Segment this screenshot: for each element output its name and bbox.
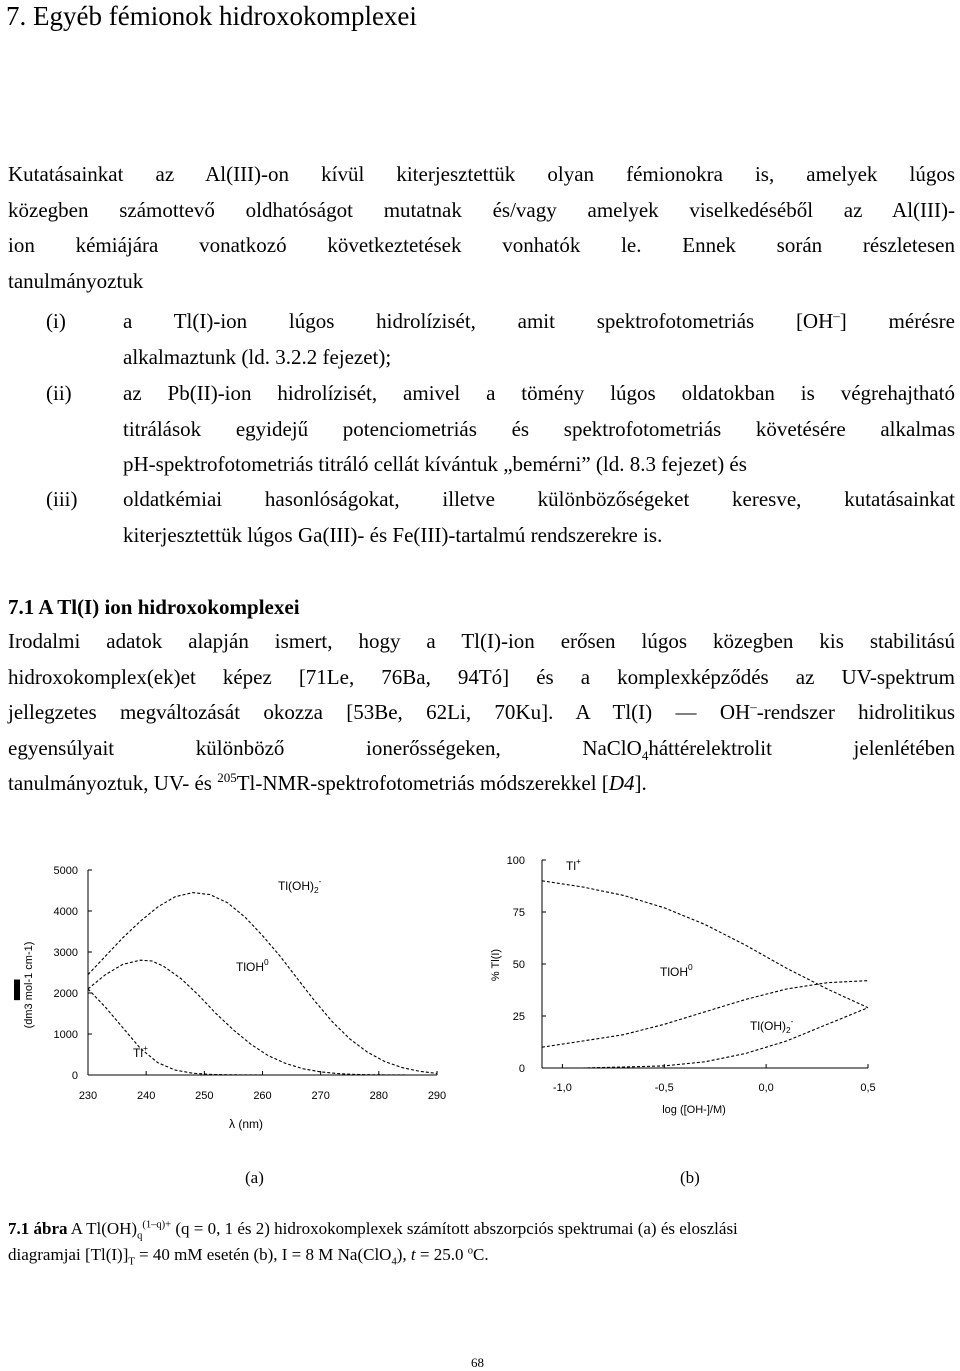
- chart-a-y-tick-label: 5000: [53, 865, 78, 877]
- chart-b-series-label: TlOH$^0$: [660, 962, 693, 979]
- chart-a-series-label: TlOH$^0$: [236, 957, 269, 974]
- item-number: (i): [46, 309, 66, 333]
- item-line: kiterjesztettük lúgos Ga(III)- és Fe(III)-tartalmú rendszerekre is.: [123, 522, 663, 547]
- section-heading: 7.1 A Tl(I) ion hidroxokomplexei: [8, 595, 300, 619]
- page-number: 68: [471, 1355, 484, 1370]
- section-line: jellegzetes megváltozását okozza [53Be, 62Li, 70Ku]. A Tl(I) — OH–-rendszer hidrolitikus: [8, 699, 956, 724]
- figure-caption: [8, 1216, 955, 1268]
- chart-a-y-tick-label: 4000: [53, 906, 78, 918]
- chart-a-series-label: $Tl(OH)_2^-$: [278, 876, 322, 895]
- caption-line: 7.1 ábra A $Tl(OH)_q^{(1-q)+}$ (q = 0, 1 és 2) hidroxokomplexek számított abszorpciós spektrumai (a) és eloszlási: [8, 1219, 738, 1242]
- chart-a-x-tick-label: 250: [195, 1090, 214, 1102]
- item-number: (iii): [46, 487, 78, 511]
- chart-b-x-tick-label: -0,5: [654, 1082, 674, 1094]
- caption-line: diagramjai $[Tl(I)]_T = 40$ mM esetén (b), I = 8 M Na(ClO$_4$), t = 25.0 $^o$C.: [8, 1245, 489, 1268]
- chart-a-y-tick-label: 3000: [53, 947, 78, 959]
- section-line: tanulmányoztuk, UV- és $^{205}$Tl-NMR-spektrofotometriás módszerekkel [D4].: [8, 770, 647, 795]
- item-text: [123, 304, 955, 375]
- chart-a-y-tick-label: 2000: [53, 988, 78, 1000]
- chart-b-series-line: [542, 981, 868, 1048]
- chart-b-x-tick-label: 0,5: [860, 1082, 876, 1094]
- intro-line: tanulmányoztuk: [8, 268, 144, 293]
- item-number: (ii): [46, 381, 72, 405]
- intro-paragraph: [8, 157, 955, 299]
- chart-b-ylabel: % Tl(I): [490, 948, 502, 982]
- chart-a-x-tick-label: 290: [427, 1090, 447, 1102]
- chart-b-series-label: $Tl(OH)_2^-$: [750, 1016, 794, 1035]
- chart-a-x-tick-label: 280: [369, 1090, 389, 1102]
- chart-a-series-label: Tl+: [133, 1043, 148, 1060]
- section-line: hidroxokomplex(ek)et képez [71Le, 76Ba, 94Tó] és a komplexképződés az UV-spektrum: [8, 664, 955, 689]
- chart-a-x-tick-label: 260: [253, 1090, 272, 1102]
- item-line: alkalmaztunk (ld. 3.2.2 fejezet);: [123, 344, 392, 369]
- intro-line: ion kémiájára vonatkozó következtetések vonhatók le. Ennek során részletesen: [8, 233, 955, 257]
- chart-a-ylabel-mark: ▌: [14, 980, 27, 999]
- section-line: Irodalmi adatok alapján ismert, hogy a Tl(I)-ion erősen lúgos közegben kis stabilitású: [8, 629, 955, 653]
- panel-label-b: (b): [680, 1168, 700, 1187]
- chapter-heading: 7. Egyéb fémionok hidroxokomplexei: [6, 1, 417, 31]
- chart-b-y-tick-label: 0: [518, 1063, 525, 1075]
- intro-line: Kutatásainkat az Al(III)-on kívül kiterjesztettük olyan fémionokra is, amelyek lúgos: [8, 162, 955, 186]
- chart-b-y-tick-label: 25: [512, 1011, 525, 1023]
- item-line: oldatkémiai hasonlóságokat, illetve különbözőségeket keresve, kutatásainkat: [123, 487, 955, 511]
- item-line: a Tl(I)-ion lúgos hidrolízisét, amit spektrofotometriás [OH–] mérésre: [123, 308, 955, 333]
- panel-label-a: (a): [245, 1168, 264, 1187]
- chart-b-y-tick-label: 100: [506, 855, 525, 867]
- item-line: pH-spektrofotometriás titráló cellát kívántuk „bemérni” (ld. 8.3 fejezet) és: [123, 452, 747, 476]
- item-text: [123, 376, 955, 483]
- chart-b-xlabel: log ([OH-]/M): [662, 1104, 726, 1116]
- chart-a-x-tick-label: 240: [136, 1090, 156, 1102]
- chart-a: [0, 845, 470, 1145]
- chart-a-ylabel: (dm3 mol-1 cm-1): [23, 941, 35, 1029]
- chart-b-y-tick-label: 50: [512, 959, 525, 971]
- chart-a-xlabel: λ (nm): [229, 1117, 263, 1131]
- chart-b-x-tick-label: 0,0: [758, 1082, 774, 1094]
- chart-b: [480, 845, 950, 1145]
- section-paragraph: [8, 624, 955, 802]
- item-line: az Pb(II)-ion hidrolízisét, amivel a tömény lúgos oldatokban is végrehajtható: [123, 381, 955, 405]
- item-text: [123, 482, 955, 553]
- chart-a-series-line: [88, 989, 263, 1075]
- chart-b-x-tick-label: -1,0: [552, 1082, 572, 1094]
- chart-a-x-tick-label: 230: [78, 1090, 98, 1102]
- chart-a-x-tick-label: 270: [311, 1090, 330, 1102]
- section-line: egyensúlyait különböző ionerősségeken, NaClO$_4$háttérelektrolit jelenlétében: [8, 735, 955, 763]
- chart-b-series-line: [542, 881, 868, 1008]
- chart-a-y-tick-label: 1000: [53, 1029, 78, 1041]
- chart-b-series-line: [542, 1008, 868, 1068]
- chart-b-series-label: Tl+: [566, 856, 581, 873]
- intro-line: közegben számottevő oldhatóságot mutatnak és/vagy amelyek viselkedéséből az Al(III)-: [8, 197, 955, 222]
- chart-a-y-tick-label: 0: [71, 1070, 78, 1082]
- chart-b-y-tick-label: 75: [512, 907, 525, 919]
- item-line: titrálások egyidejű potenciometriás és spektrofotometriás követésére alkalmas: [123, 416, 955, 441]
